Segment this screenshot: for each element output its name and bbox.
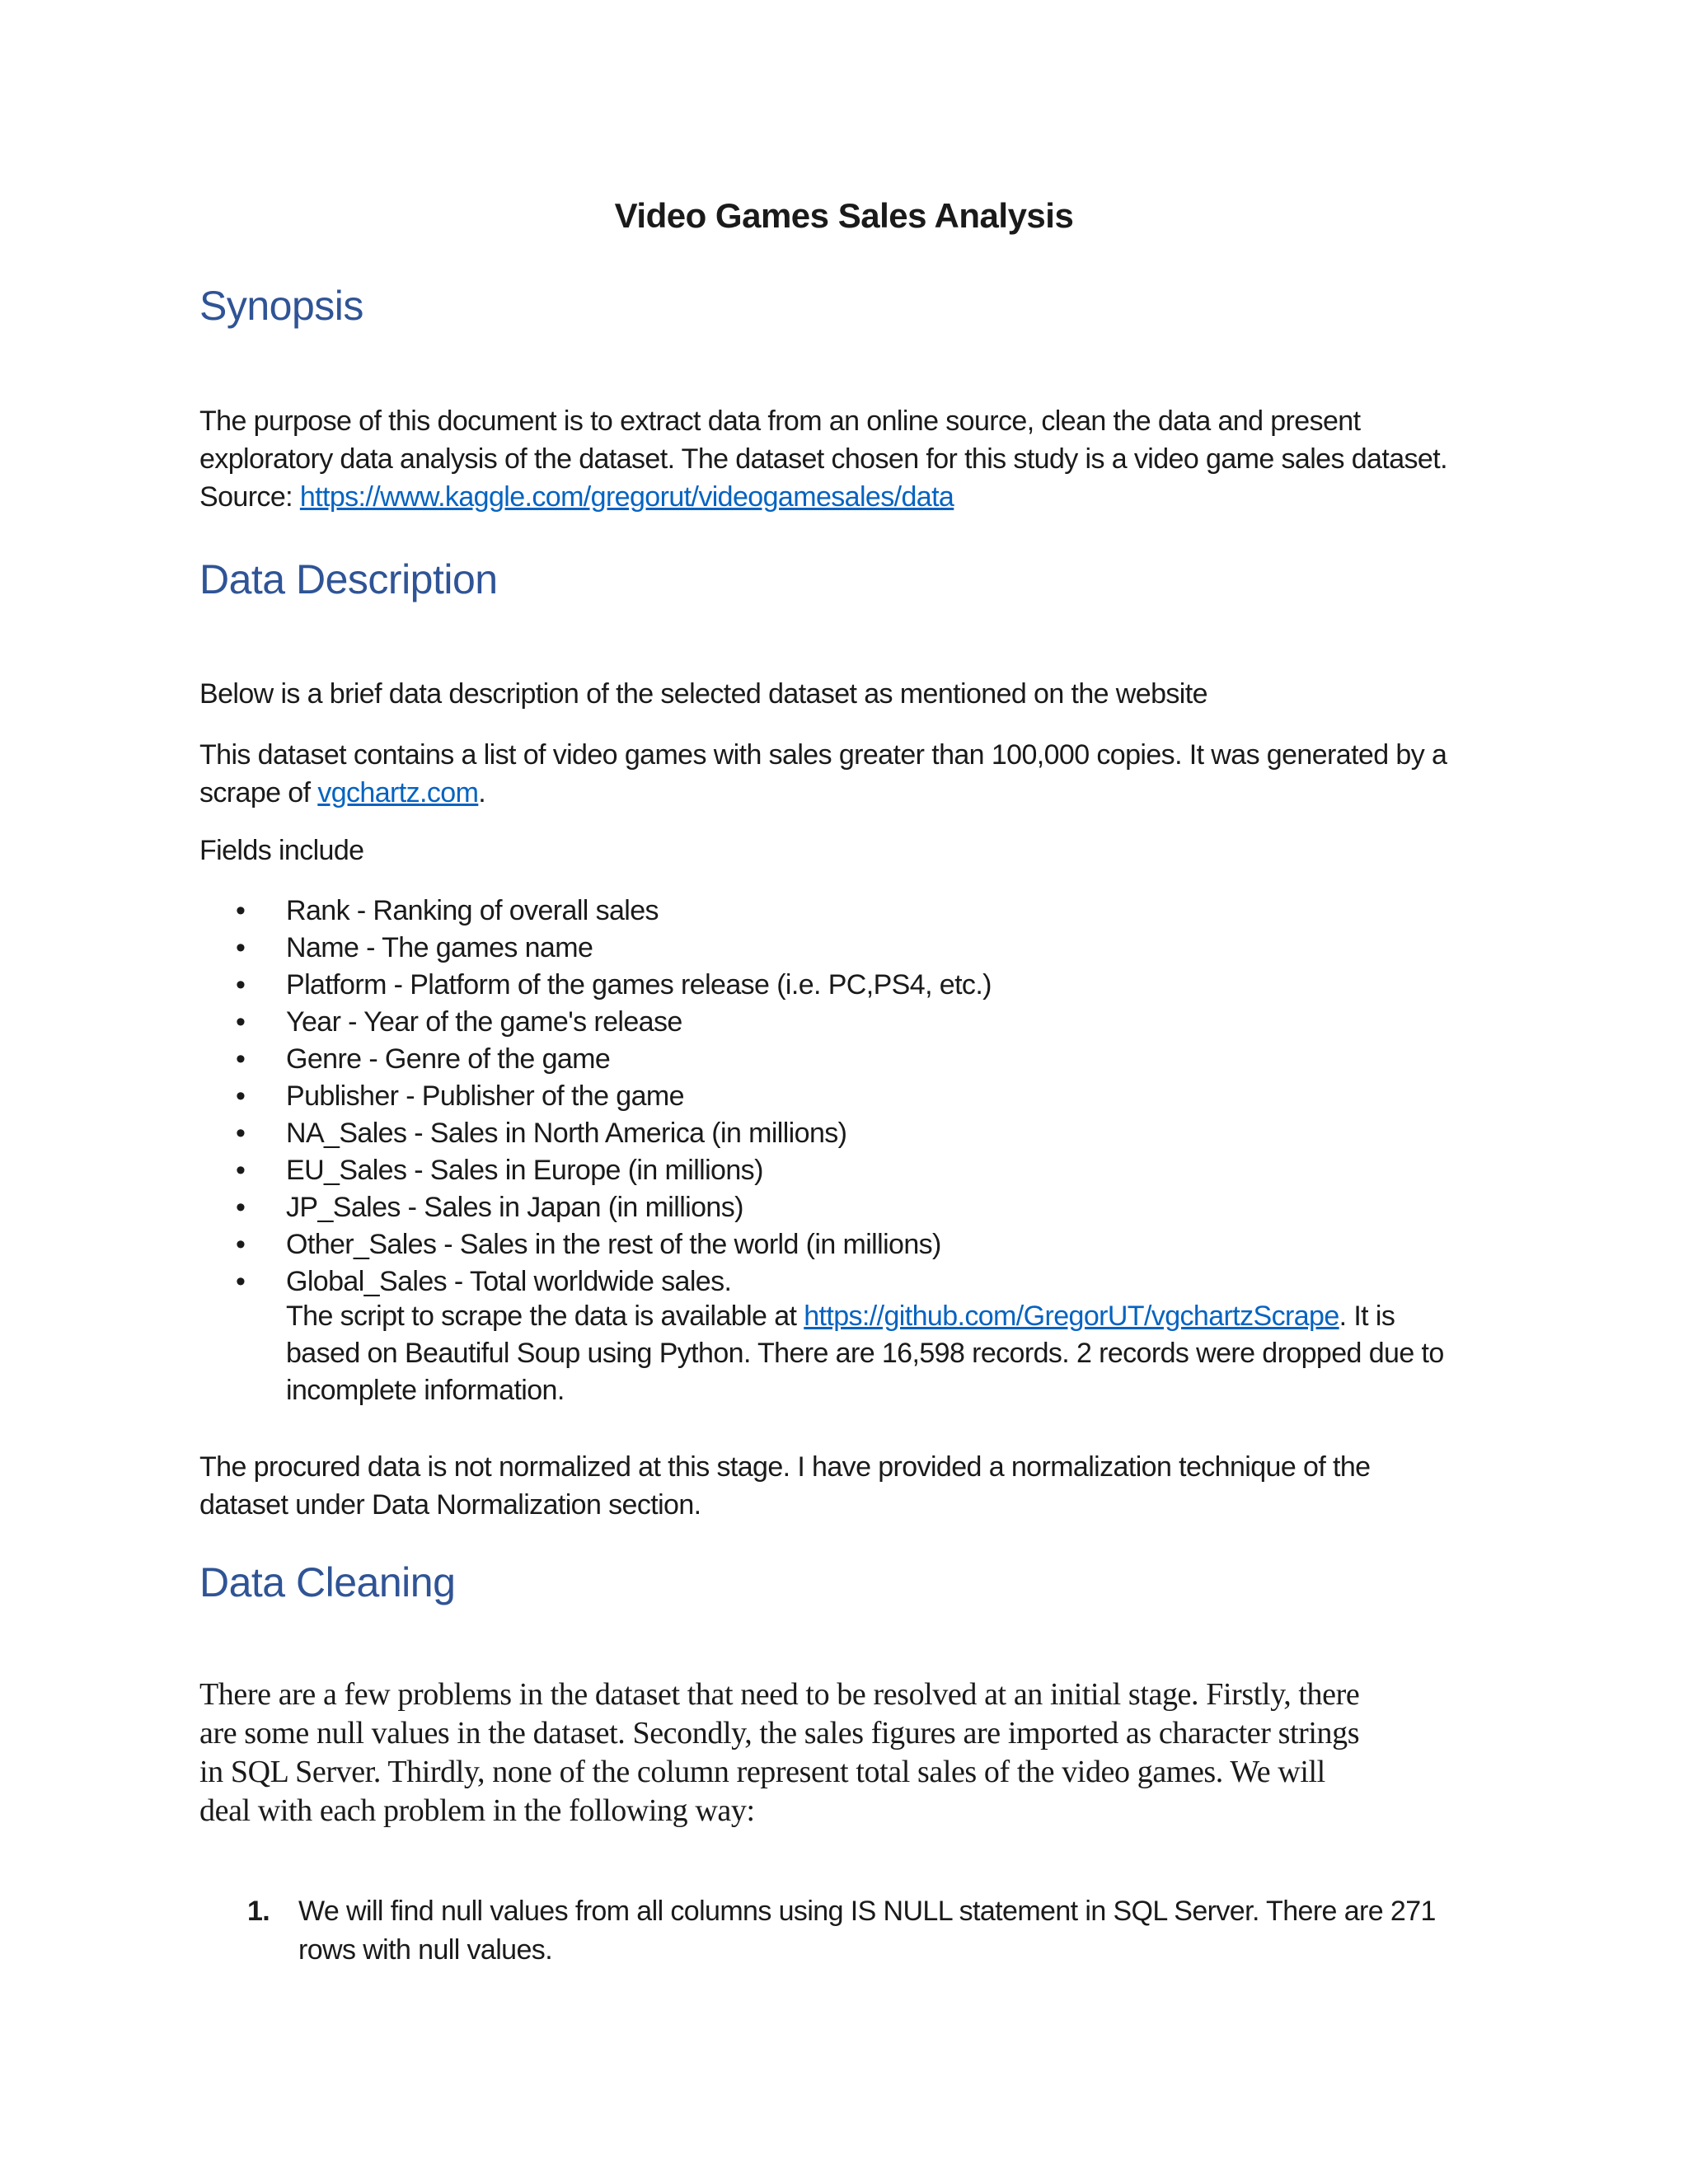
cleaning-paragraph <box>199 1675 1502 1830</box>
bullet-icon: • <box>236 1080 246 1112</box>
list-item <box>199 1152 1518 1189</box>
fields-label-text: Fields include <box>199 835 364 866</box>
synopsis-paragraph <box>199 402 1502 516</box>
cleaning-line-4: deal with each problem in the following way: <box>199 1793 755 1828</box>
scrape-prefix: scrape of <box>199 777 311 808</box>
list-item <box>199 1115 1518 1152</box>
data-description-heading: Data Description <box>199 556 498 602</box>
fields-list <box>199 893 1518 1301</box>
synopsis-line-2: exploratory data analysis of the dataset. The dataset chosen for this study is a video game sales dataset. <box>199 443 1447 475</box>
procured-paragraph <box>199 1448 1502 1524</box>
page-title: Video Games Sales Analysis <box>614 196 1074 235</box>
data-cleaning-heading: Data Cleaning <box>199 1559 456 1605</box>
step-1-line-1: We will find null values from all columns using IS NULL statement in SQL Server. There are 271 <box>298 1896 1436 1927</box>
bullet-icon: • <box>236 895 246 926</box>
bullet-icon: • <box>236 1192 246 1223</box>
description-intro-text: Below is a brief data description of the selected dataset as mentioned on the website <box>199 678 1207 710</box>
list-item <box>199 1004 1518 1041</box>
list-item <box>199 1226 1518 1263</box>
fields-label <box>199 832 1502 869</box>
step-text <box>298 1892 1533 1970</box>
list-item <box>199 1041 1518 1078</box>
field-text: EU_Sales - Sales in Europe (in millions) <box>286 1155 763 1186</box>
bullet-icon: • <box>236 969 246 1001</box>
field-text: Name - The games name <box>286 932 593 963</box>
bullet-icon: • <box>236 1229 246 1260</box>
bullet-icon: • <box>236 1155 246 1186</box>
dataset-contains-paragraph <box>199 736 1502 812</box>
list-item <box>199 1078 1518 1115</box>
kaggle-link[interactable]: https://www.kaggle.com/gregorut/videogamesales/data <box>299 481 954 513</box>
bullet-icon: • <box>236 1266 246 1297</box>
procured-line-2: dataset under Data Normalization section. <box>199 1489 701 1521</box>
vgchartz-link[interactable]: vgchartz.com <box>317 777 479 808</box>
field-text: Global_Sales - Total worldwide sales. <box>286 1266 732 1297</box>
script-line-3: incomplete information. <box>286 1375 565 1406</box>
field-text: Year - Year of the game's release <box>286 1006 682 1038</box>
dataset-contains-line-1: This dataset contains a list of video games with sales greater than 100,000 copies. It was generated by a <box>199 739 1447 771</box>
bullet-icon: • <box>236 1118 246 1149</box>
list-item <box>199 1189 1518 1226</box>
field-text: Platform - Platform of the games release (i.e. PC,PS4, etc.) <box>286 969 992 1001</box>
synopsis-heading: Synopsis <box>199 283 363 329</box>
procured-line-1: The procured data is not normalized at this stage. I have provided a normalization technique of the <box>199 1451 1371 1483</box>
source-line <box>199 478 1502 516</box>
cleaning-line-2: are some null values in the dataset. Secondly, the sales figures are imported as character strings <box>199 1716 1360 1750</box>
scrape-suffix: . <box>478 777 486 808</box>
bullet-icon: • <box>236 1043 246 1075</box>
script-suffix: . It is <box>1339 1301 1395 1332</box>
step-number: 1. <box>247 1896 270 1927</box>
list-item <box>199 1263 1518 1301</box>
script-prefix: The script to scrape the data is available at <box>286 1301 797 1332</box>
list-item <box>199 967 1518 1004</box>
script-paragraph <box>286 1298 1506 1409</box>
cleaning-line-3: in SQL Server. Thirdly, none of the column represent total sales of the video games. We will <box>199 1755 1325 1789</box>
list-item <box>199 893 1518 930</box>
list-item <box>199 930 1518 967</box>
source-label: Source: <box>199 481 293 513</box>
github-link[interactable]: https://github.com/GregorUT/vgchartzScrape <box>804 1301 1339 1332</box>
cleaning-step-1 <box>247 1892 1533 1970</box>
bullet-icon: • <box>236 1006 246 1038</box>
field-text: Genre - Genre of the game <box>286 1043 611 1075</box>
field-text: Publisher - Publisher of the game <box>286 1080 684 1112</box>
dataset-contains-line-2 <box>199 774 1502 812</box>
field-text: Other_Sales - Sales in the rest of the world (in millions) <box>286 1229 941 1260</box>
bullet-icon: • <box>236 932 246 963</box>
field-text: NA_Sales - Sales in North America (in millions) <box>286 1118 847 1149</box>
step-1-line-2: rows with null values. <box>298 1934 553 1966</box>
field-text: JP_Sales - Sales in Japan (in millions) <box>286 1192 743 1223</box>
script-line-1 <box>286 1298 1506 1335</box>
cleaning-line-1: There are a few problems in the dataset that need to be resolved at an initial stage. Firstly, there <box>199 1677 1360 1712</box>
description-intro <box>199 675 1502 713</box>
script-line-2: based on Beautiful Soup using Python. There are 16,598 records. 2 records were dropped due to <box>286 1338 1444 1369</box>
field-text: Rank - Ranking of overall sales <box>286 895 659 926</box>
synopsis-line-1: The purpose of this document is to extract data from an online source, clean the data and present <box>199 405 1361 437</box>
